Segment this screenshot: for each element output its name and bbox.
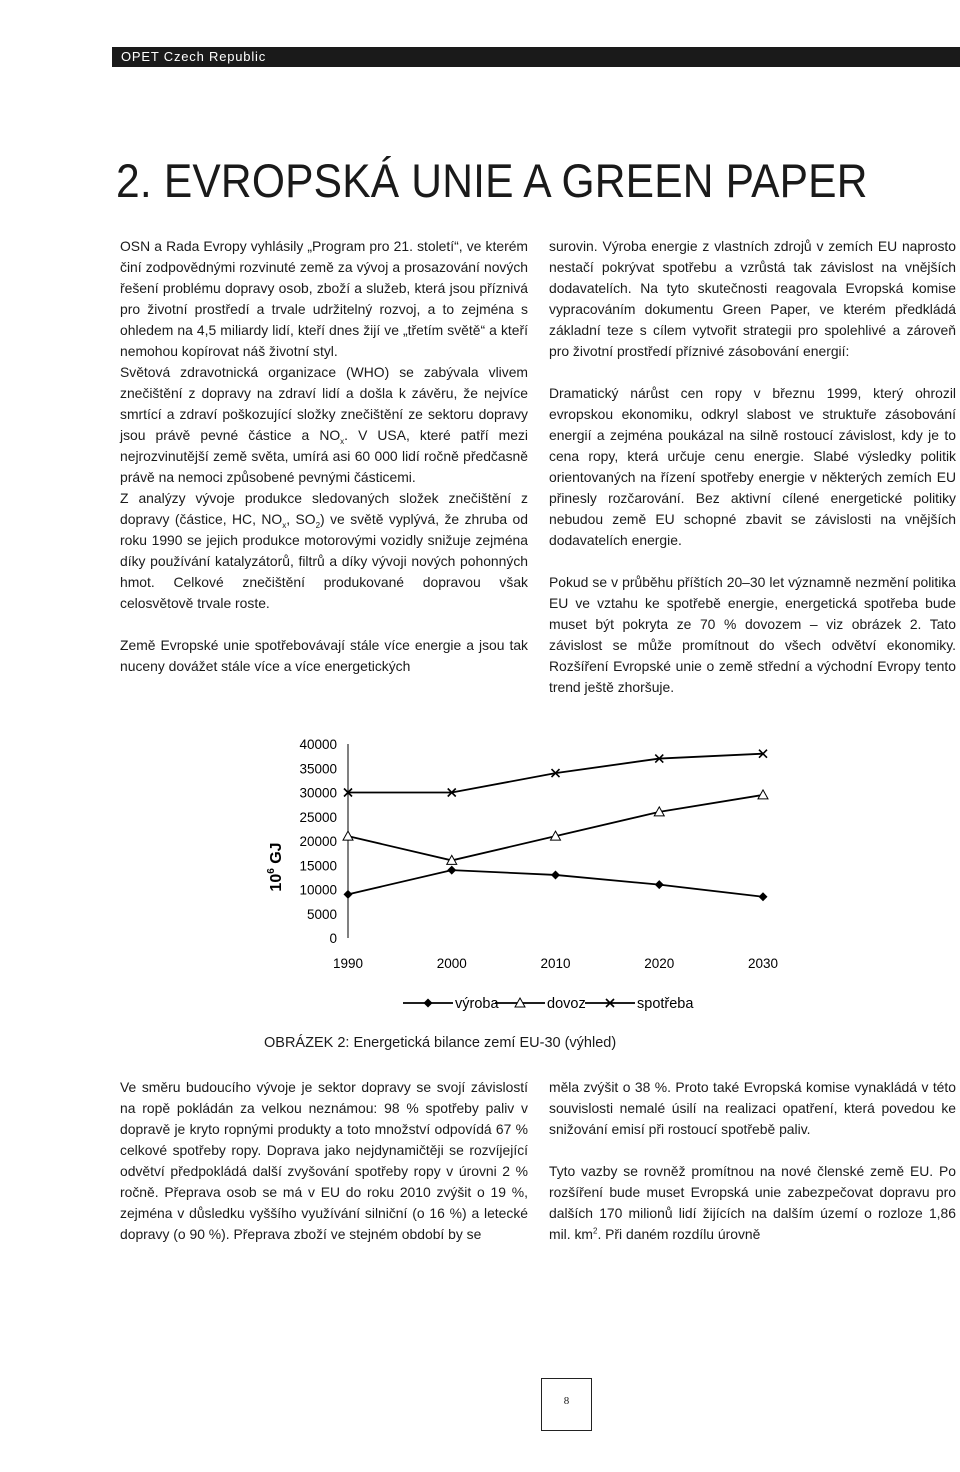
paragraph: Pokud se v průběhu příštích 20–30 let významně nezmění politika EU ve vztahu ke spotřebě energie, energetická spotřeba bude muset být pokryta ze 70 % dovozem – viz obrázek 2. Tato závislost se může promítnout do všech odvětví ekonomiky. Rozšíření Evropské unie o země střední a východní Evropy tento trend ještě zhoršuje. [549, 574, 956, 695]
x-tick-label: 2010 [540, 956, 571, 971]
series-line-triangle [348, 795, 763, 860]
column-right-top [549, 236, 956, 698]
x-tick-label: 2030 [747, 956, 779, 971]
energy-balance-chart [255, 728, 795, 1028]
data-point-marker [758, 790, 768, 799]
data-point-marker [551, 870, 560, 879]
figure-caption: OBRÁZEK 2: Energetická bilance zemí EU-30 (výhled) [264, 1035, 617, 1051]
paragraph: Ve směru budoucího vývoje je sektor dopravy se svojí závislostí na ropě pokládán za velkou neznámou: 98 % spotřeby paliv v dopravě je kryto ropnými produkty a toto množství odpovídá 67 % celkové spotřeby ropy. Doprava jako nejdynamičtěji se rozvíjející odvětví předpokládá další zvyšování spotřeby ropy v úrovni 2 % ročně. Přeprava osob se má v EU do roku 2010 zvýšit o 19 %, zejména v důsledku vyššího využívání silniční (o 16 %) a letecké dopravy (o 90 %). Přeprava zboží ve stejném období by se [120, 1079, 528, 1242]
y-axis-label: $10^6$ GJ [266, 842, 285, 892]
data-point-marker [655, 880, 664, 889]
paragraph: surovin. Výroba energie z vlastních zdrojů v zemích EU naprosto nestačí pokrývat spotřebu a vzrůstá tak závislost na vnějších dodavatelích. Na tyto skutečnosti reagovala Evropská komise vypracováním dokumentu Green Paper, ve kterém předkládá základní teze s cílem vytvořit strategii pro spolehlivé a zároveň pro životní prostředí příznivé zásobování energií: [549, 238, 956, 359]
y-tick-label: 15000 [299, 858, 337, 874]
y-tick-label: 5000 [306, 906, 337, 922]
series-group [343, 750, 768, 902]
paragraph: měla zvýšit o 38 %. Proto také Evropská komise vynakládá v této souvislosti nemalé úsilí na realizaci opatření, která povedou ke snižování emisí při rostoucí spotřebě paliv. [549, 1079, 956, 1137]
x-axis-ticks [333, 956, 778, 971]
header-brand: OPET Czech Republic [121, 49, 267, 64]
column-left-top [120, 236, 528, 677]
paragraph: OSN a Rada Evropy vyhlásily „Program pro 21. století“, ve kterém činí zodpovědnými rozvinuté země za vývoj a prosazování nových řešení problému dopravy osob, zboží a služeb, která jsou příznivá pro životní prostředí a trvale udržitelný rozvoj, a to zejména s ohledem na 4,5 miliardy lidí, kteří dnes žijí ve „třetím světě“ a kteří nemohou kopírovat náš životní styl. [120, 238, 528, 359]
header-bar [112, 47, 960, 67]
data-point-marker [343, 831, 353, 840]
y-tick-label: 10000 [299, 882, 337, 898]
y-tick-label: 20000 [299, 834, 337, 849]
y-axis-ticks [299, 737, 337, 946]
y-tick-label: 0 [329, 931, 337, 946]
x-tick-label: 1990 [332, 956, 364, 971]
y-tick-label: 25000 [299, 809, 337, 825]
legend-label: dovoz [547, 996, 586, 1012]
page-number: 8 [563, 1395, 570, 1407]
data-point-marker [447, 866, 456, 875]
x-tick-label: 2000 [436, 956, 467, 971]
data-point-marker [424, 999, 433, 1008]
data-point-marker [344, 890, 353, 899]
page-number-box [541, 1378, 592, 1431]
column-right-bottom [549, 1077, 956, 1245]
paragraph: Dramatický nárůst cen ropy v březnu 1999, který ohrozil evropskou ekonomiku, odkryl slabost ve struktuře zásobování energií a zejména poukázal na silně rostoucí závislost, kdy je to cena ropy, která určuje cenu energie. Slabé výsledky politik orientovaných na řízení spotřeby energie v některých zemích EU přinesly rozčarování. Bez aktivní cílené energetické politiky nebudou země EU schopné zbavit se závislosti na vnějších dodavatelích energie. [549, 385, 956, 548]
legend-label: spotřeba [637, 996, 694, 1012]
y-tick-label: 40000 [299, 737, 337, 752]
paragraph: Z analýzy vývoje produkce sledovaných složek znečištění z dopravy (částice, HC, $NO_x$, $SO_2$) ve světě vyplývá, že zhruba od roku 1990 se jejich produkce motorovými vozidly snižuje zejména díky používání katalyzátorů, filtrů a díky vývoji nových pohonných hmot. Celkové znečištění produkované dopravou však celosvětově trvale roste. [120, 490, 528, 611]
legend [403, 996, 694, 1012]
y-tick-label: 35000 [299, 761, 337, 777]
legend-label: výroba [455, 996, 499, 1012]
column-left-bottom [120, 1077, 528, 1245]
paragraph: Světová zdravotnická organizace (WHO) se zabývala vlivem znečištění z dopravy na zdraví lidí a došla k závěru, že nejvíce smrtící a zdraví poškozující složky znečištění ze sektoru dopravy jsou právě pevné částice a $NO_x$. V USA, které patří mezi nejrozvinutější země světa, umírá asi 60 000 lidí ročně předčasně právě na nemoci způsobené pevnými částicemi. [120, 364, 528, 485]
x-tick-label: 2020 [644, 956, 675, 971]
y-tick-label: 30000 [299, 785, 337, 801]
paragraph: Země Evropské unie spotřebovávají stále více energie a jsou tak nuceny dovážet stále více a více energetických [120, 637, 528, 674]
paragraph: Tyto vazby se rovněž promítnou na nové členské země EU. Po rozšíření bude muset Evropská unie zabezpečovat dopravu pro dalších 170 milionů lidí žijících na dalším území o rozloze 1,86 mil. $km^2$. Při daném rozdílu úrovně [549, 1163, 956, 1242]
data-point-marker [759, 892, 768, 901]
page-title: 2. EVROPSKÁ UNIE A GREEN PAPER [116, 154, 868, 207]
